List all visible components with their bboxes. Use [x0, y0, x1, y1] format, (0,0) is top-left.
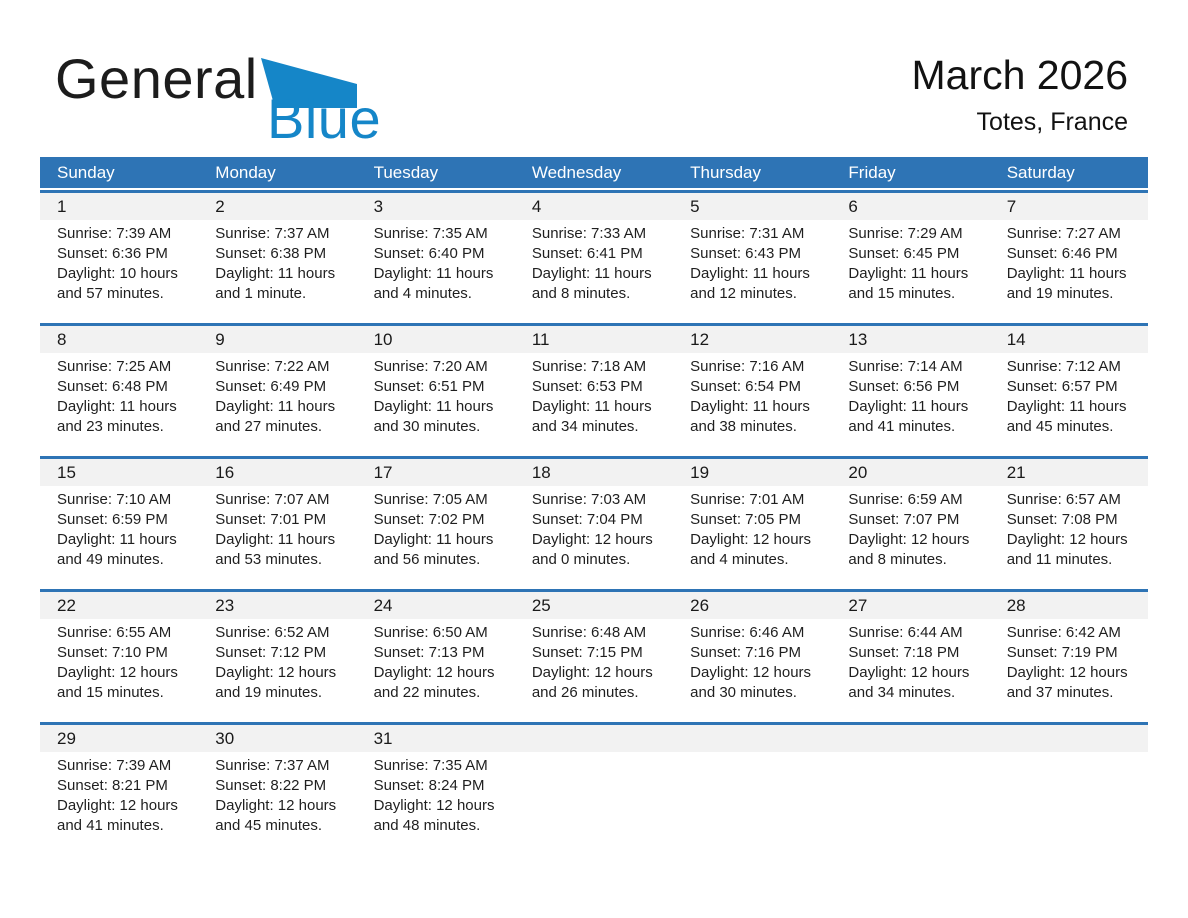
- daylight-text-line1: Daylight: 11 hours: [531, 398, 652, 415]
- empty-day-cell: [673, 752, 831, 836]
- week-row: [40, 722, 1148, 836]
- daylight-text-line2: and 41 minutes.: [57, 817, 164, 834]
- weekday-header-wednesday: Wednesday: [531, 162, 622, 182]
- daylight-text-line2: and 38 minutes.: [690, 418, 797, 435]
- calendar-day-cell: [357, 752, 515, 836]
- sunrise-text: Sunrise: 7:35 AM: [373, 225, 488, 242]
- sunrise-text: Sunrise: 7:39 AM: [57, 757, 172, 774]
- sunrise-text: Sunrise: 7:18 AM: [531, 358, 647, 375]
- daylight-text-line2: and 45 minutes.: [215, 817, 323, 834]
- sunrise-text: Sunrise: 6:42 AM: [1006, 624, 1121, 641]
- daylight-text-line1: Daylight: 12 hours: [531, 664, 653, 681]
- calendar-day-cell: [673, 353, 831, 437]
- sunset-text: Sunset: 6:40 PM: [373, 245, 485, 262]
- day-number: 12: [690, 329, 710, 349]
- daylight-text-line1: Daylight: 11 hours: [215, 531, 336, 548]
- sunset-text: Sunset: 6:41 PM: [531, 245, 643, 262]
- sunset-text: Sunset: 8:22 PM: [215, 777, 327, 794]
- day-number: 25: [531, 595, 551, 615]
- sunset-text: Sunset: 7:12 PM: [215, 644, 327, 661]
- sunset-text: Sunset: 6:54 PM: [690, 378, 802, 395]
- weekday-header-tuesday: Tuesday: [373, 162, 439, 182]
- sunset-text: Sunset: 6:46 PM: [1006, 245, 1118, 262]
- daylight-text-line2: and 30 minutes.: [373, 418, 481, 435]
- sunrise-text: Sunrise: 7:37 AM: [215, 225, 330, 242]
- weekday-header-friday: Friday: [848, 162, 896, 182]
- day-number-band: [40, 459, 1148, 486]
- calendar-day-cell: [673, 220, 831, 304]
- general-blue-logo: [55, 47, 382, 150]
- sunrise-text: Sunrise: 7:14 AM: [848, 358, 963, 375]
- day-number: 19: [690, 462, 710, 482]
- week-row: [40, 456, 1148, 570]
- daylight-text-line1: Daylight: 12 hours: [373, 797, 495, 814]
- calendar-day-cell: [40, 486, 198, 570]
- day-number: 9: [215, 329, 225, 349]
- daylight-text-line1: Daylight: 12 hours: [848, 664, 970, 681]
- sunrise-text: Sunrise: 6:46 AM: [690, 624, 805, 641]
- calendar-day-cell: [198, 486, 356, 570]
- calendar-day-cell: [357, 220, 515, 304]
- sunrise-text: Sunrise: 7:33 AM: [531, 225, 647, 242]
- day-number: 31: [373, 728, 393, 748]
- day-number: 11: [531, 329, 550, 349]
- calendar-day-cell: [831, 220, 989, 304]
- calendar-day-cell: [831, 619, 989, 703]
- daylight-text-line1: Daylight: 10 hours: [57, 265, 178, 282]
- calendar-day-cell: [673, 619, 831, 703]
- day-number: 13: [848, 329, 868, 349]
- day-details-row: [40, 353, 1148, 437]
- day-number: 27: [848, 595, 868, 615]
- daylight-text-line1: Daylight: 11 hours: [690, 398, 810, 415]
- sunset-text: Sunset: 6:53 PM: [531, 378, 643, 395]
- empty-day-cell: [515, 752, 673, 836]
- day-number: 21: [1006, 462, 1026, 482]
- daylight-text-line2: and 41 minutes.: [848, 418, 956, 435]
- daylight-text-line1: Daylight: 11 hours: [1006, 265, 1127, 282]
- daylight-text-line1: Daylight: 11 hours: [215, 398, 336, 415]
- day-number: 24: [373, 595, 393, 615]
- day-number-band: [40, 592, 1148, 619]
- daylight-text-line2: and 15 minutes.: [848, 285, 956, 302]
- sunrise-text: Sunrise: 7:16 AM: [690, 358, 805, 375]
- sunrise-text: Sunrise: 7:29 AM: [848, 225, 963, 242]
- logo-text-general: General: [55, 47, 258, 110]
- daylight-text-line2: and 19 minutes.: [1006, 285, 1114, 302]
- day-number: 15: [57, 462, 76, 482]
- sunrise-text: Sunrise: 7:31 AM: [690, 225, 805, 242]
- day-number: 30: [215, 728, 235, 748]
- daylight-text-line1: Daylight: 12 hours: [57, 664, 178, 681]
- sunrise-text: Sunrise: 6:57 AM: [1006, 491, 1121, 508]
- daylight-text-line1: Daylight: 11 hours: [848, 398, 969, 415]
- sunset-text: Sunset: 7:04 PM: [531, 511, 643, 528]
- sunset-text: Sunset: 6:48 PM: [57, 378, 168, 395]
- weekday-header-thursday: Thursday: [690, 162, 762, 182]
- daylight-text-line2: and 12 minutes.: [690, 285, 797, 302]
- day-number: 14: [1006, 329, 1026, 349]
- sunset-text: Sunset: 6:51 PM: [373, 378, 485, 395]
- calendar-day-cell: [673, 486, 831, 570]
- calendar-day-cell: [357, 353, 515, 437]
- week-row: [40, 190, 1148, 304]
- sunrise-text: Sunrise: 7:37 AM: [215, 757, 330, 774]
- daylight-text-line2: and 37 minutes.: [1006, 684, 1114, 701]
- sunset-text: Sunset: 7:08 PM: [1006, 511, 1118, 528]
- daylight-text-line2: and 56 minutes.: [373, 551, 481, 568]
- daylight-text-line1: Daylight: 11 hours: [1006, 398, 1127, 415]
- day-number: 7: [1006, 196, 1017, 216]
- calendar-day-cell: [198, 220, 356, 304]
- daylight-text-line2: and 45 minutes.: [1006, 418, 1114, 435]
- daylight-text-line2: and 19 minutes.: [215, 684, 323, 701]
- sunset-text: Sunset: 6:57 PM: [1006, 378, 1118, 395]
- sunrise-text: Sunrise: 7:35 AM: [373, 757, 488, 774]
- daylight-text-line2: and 11 minutes.: [1006, 551, 1113, 568]
- daylight-text-line1: Daylight: 12 hours: [531, 531, 653, 548]
- sunrise-text: Sunrise: 6:44 AM: [848, 624, 963, 641]
- day-number: 16: [215, 462, 235, 482]
- daylight-text-line2: and 8 minutes.: [848, 551, 947, 568]
- daylight-text-line1: Daylight: 12 hours: [57, 797, 178, 814]
- sunset-text: Sunset: 7:01 PM: [215, 511, 327, 528]
- sunset-text: Sunset: 8:24 PM: [373, 777, 485, 794]
- daylight-text-line1: Daylight: 11 hours: [690, 265, 810, 282]
- sunrise-text: Sunrise: 6:50 AM: [373, 624, 488, 641]
- day-number: 4: [531, 196, 542, 216]
- weekday-header-sunday: Sunday: [57, 162, 115, 182]
- daylight-text-line1: Daylight: 11 hours: [373, 265, 494, 282]
- sunset-text: Sunset: 6:36 PM: [57, 245, 168, 262]
- daylight-text-line1: Daylight: 12 hours: [373, 664, 495, 681]
- week-row: [40, 323, 1148, 437]
- sunrise-text: Sunrise: 7:10 AM: [57, 491, 172, 508]
- weekday-header-saturday: Saturday: [1006, 162, 1075, 182]
- day-number: 22: [57, 595, 76, 615]
- daylight-text-line2: and 49 minutes.: [57, 551, 164, 568]
- daylight-text-line1: Daylight: 11 hours: [57, 531, 177, 548]
- daylight-text-line2: and 15 minutes.: [57, 684, 164, 701]
- daylight-text-line1: Daylight: 12 hours: [848, 531, 970, 548]
- day-details-row: [40, 220, 1148, 304]
- title-block: [911, 52, 1128, 137]
- calendar-day-cell: [40, 619, 198, 703]
- sunset-text: Sunset: 6:43 PM: [690, 245, 802, 262]
- day-number: 6: [848, 196, 858, 216]
- sunset-text: Sunset: 7:16 PM: [690, 644, 802, 661]
- day-number-band: [40, 193, 1148, 220]
- day-details-row: [40, 486, 1148, 570]
- sunset-text: Sunset: 7:18 PM: [848, 644, 960, 661]
- day-number: 5: [690, 196, 700, 216]
- logo-text-blue: Blue: [267, 87, 382, 150]
- day-details-row: [40, 752, 1148, 836]
- daylight-text-line2: and 30 minutes.: [690, 684, 797, 701]
- day-number: 26: [690, 595, 710, 615]
- day-number: 20: [848, 462, 868, 482]
- day-number: 8: [57, 329, 67, 349]
- calendar-day-cell: [515, 220, 673, 304]
- daylight-text-line1: Daylight: 11 hours: [215, 265, 336, 282]
- sunrise-text: Sunrise: 7:20 AM: [373, 358, 488, 375]
- sunset-text: Sunset: 7:05 PM: [690, 511, 802, 528]
- sunset-text: Sunset: 7:02 PM: [373, 511, 485, 528]
- day-number: 23: [215, 595, 235, 615]
- sunrise-text: Sunrise: 6:52 AM: [215, 624, 330, 641]
- calendar-day-cell: [357, 619, 515, 703]
- daylight-text-line2: and 1 minute.: [215, 285, 307, 302]
- daylight-text-line1: Daylight: 12 hours: [690, 531, 812, 548]
- sunset-text: Sunset: 8:21 PM: [57, 777, 168, 794]
- daylight-text-line1: Daylight: 12 hours: [215, 797, 337, 814]
- calendar-day-cell: [198, 619, 356, 703]
- sunrise-text: Sunrise: 6:55 AM: [57, 624, 172, 641]
- daylight-text-line2: and 0 minutes.: [531, 551, 631, 568]
- empty-day-cell: [831, 752, 989, 836]
- calendar-day-cell: [990, 619, 1148, 703]
- calendar-day-cell: [515, 619, 673, 703]
- sunset-text: Sunset: 7:15 PM: [531, 644, 643, 661]
- day-number: 1: [57, 196, 67, 216]
- empty-day-cell: [990, 752, 1148, 836]
- calendar-day-cell: [831, 353, 989, 437]
- day-details-row: [40, 619, 1148, 703]
- sunset-text: Sunset: 6:38 PM: [215, 245, 327, 262]
- calendar-weeks: [40, 190, 1148, 836]
- sunset-text: Sunset: 7:13 PM: [373, 644, 485, 661]
- daylight-text-line1: Daylight: 11 hours: [531, 265, 652, 282]
- daylight-text-line1: Daylight: 11 hours: [373, 531, 494, 548]
- daylight-text-line1: Daylight: 11 hours: [373, 398, 494, 415]
- sunrise-text: Sunrise: 7:07 AM: [215, 491, 330, 508]
- sunrise-text: Sunrise: 6:59 AM: [848, 491, 963, 508]
- daylight-text-line1: Daylight: 12 hours: [215, 664, 337, 681]
- calendar-day-cell: [357, 486, 515, 570]
- day-number: 2: [215, 196, 225, 216]
- daylight-text-line1: Daylight: 11 hours: [848, 265, 969, 282]
- sunset-text: Sunset: 7:07 PM: [848, 511, 960, 528]
- sunrise-text: Sunrise: 7:05 AM: [373, 491, 488, 508]
- sunrise-text: Sunrise: 6:48 AM: [531, 624, 647, 641]
- sunset-text: Sunset: 6:56 PM: [848, 378, 960, 395]
- sunrise-text: Sunrise: 7:22 AM: [215, 358, 330, 375]
- weekday-header-monday: Monday: [215, 162, 276, 182]
- daylight-text-line2: and 4 minutes.: [373, 285, 472, 302]
- sunset-text: Sunset: 6:49 PM: [215, 378, 327, 395]
- sunset-text: Sunset: 6:59 PM: [57, 511, 168, 528]
- calendar-day-cell: [40, 752, 198, 836]
- day-number-band: [40, 326, 1148, 353]
- calendar-day-cell: [515, 353, 673, 437]
- daylight-text-line2: and 53 minutes.: [215, 551, 323, 568]
- calendar-day-cell: [990, 220, 1148, 304]
- daylight-text-line2: and 4 minutes.: [690, 551, 789, 568]
- daylight-text-line2: and 34 minutes.: [531, 418, 639, 435]
- sunset-text: Sunset: 7:10 PM: [57, 644, 168, 661]
- calendar-day-cell: [515, 486, 673, 570]
- day-number: 18: [531, 462, 551, 482]
- sunrise-text: Sunrise: 7:39 AM: [57, 225, 172, 242]
- daylight-text-line2: and 27 minutes.: [215, 418, 323, 435]
- location-subtitle: Totes, France: [976, 108, 1128, 136]
- daylight-text-line2: and 22 minutes.: [373, 684, 481, 701]
- daylight-text-line1: Daylight: 12 hours: [1006, 531, 1128, 548]
- daylight-text-line1: Daylight: 11 hours: [57, 398, 177, 415]
- calendar-day-cell: [198, 353, 356, 437]
- month-title: March 2026: [911, 52, 1128, 98]
- daylight-text-line2: and 57 minutes.: [57, 285, 164, 302]
- daylight-text-line2: and 48 minutes.: [373, 817, 481, 834]
- sunset-text: Sunset: 7:19 PM: [1006, 644, 1118, 661]
- sunrise-text: Sunrise: 7:12 AM: [1006, 358, 1121, 375]
- calendar-day-cell: [990, 486, 1148, 570]
- calendar-day-cell: [198, 752, 356, 836]
- day-number: 28: [1006, 595, 1026, 615]
- sunset-text: Sunset: 6:45 PM: [848, 245, 960, 262]
- calendar-table: [40, 157, 1148, 855]
- week-row: [40, 589, 1148, 703]
- day-number: 29: [57, 728, 76, 748]
- daylight-text-line2: and 34 minutes.: [848, 684, 956, 701]
- sunrise-text: Sunrise: 7:25 AM: [57, 358, 172, 375]
- sunrise-text: Sunrise: 7:27 AM: [1006, 225, 1121, 242]
- calendar-day-cell: [40, 353, 198, 437]
- daylight-text-line1: Daylight: 12 hours: [690, 664, 812, 681]
- daylight-text-line2: and 26 minutes.: [531, 684, 639, 701]
- sunrise-text: Sunrise: 7:03 AM: [531, 491, 647, 508]
- calendar-day-cell: [990, 353, 1148, 437]
- calendar-day-cell: [831, 486, 989, 570]
- day-number: 3: [373, 196, 384, 216]
- daylight-text-line2: and 8 minutes.: [531, 285, 631, 302]
- daylight-text-line2: and 23 minutes.: [57, 418, 164, 435]
- weekday-header-row: [40, 157, 1148, 188]
- day-number: 17: [373, 462, 393, 482]
- day-number-band: [40, 725, 1148, 752]
- day-number: 10: [373, 329, 393, 349]
- sunrise-text: Sunrise: 7:01 AM: [690, 491, 805, 508]
- daylight-text-line1: Daylight: 12 hours: [1006, 664, 1128, 681]
- calendar-day-cell: [40, 220, 198, 304]
